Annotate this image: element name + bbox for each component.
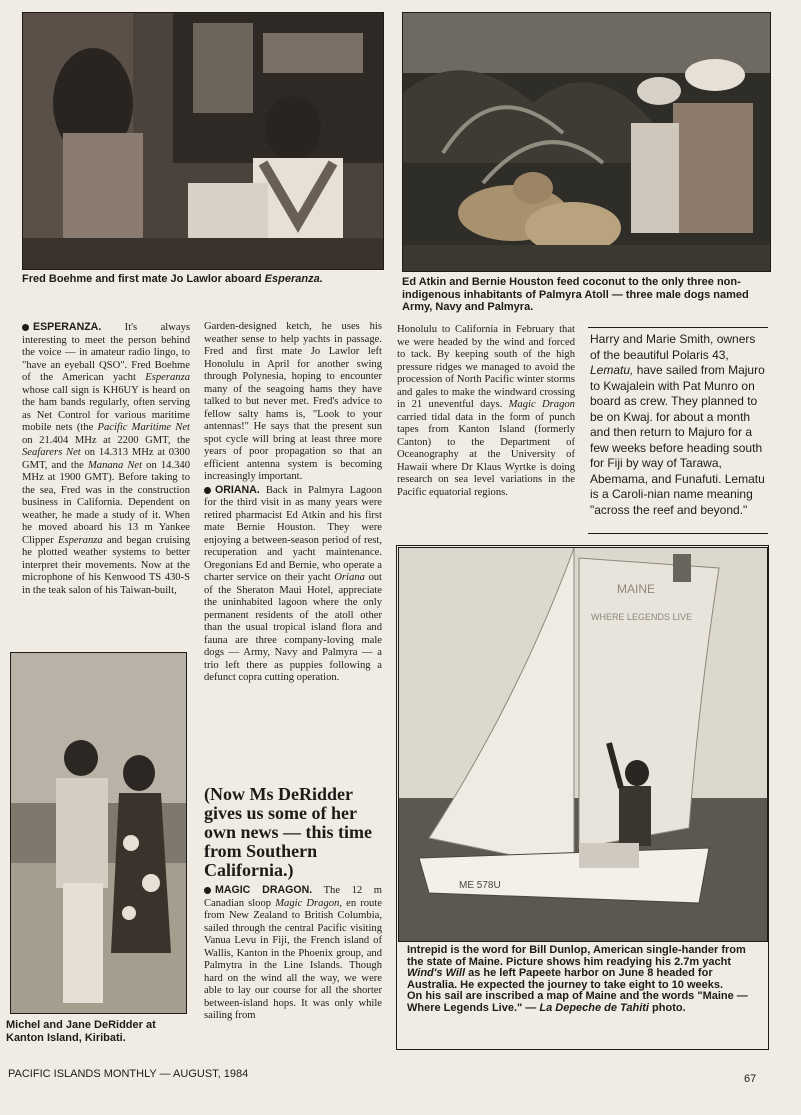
- photo-deridder-kanton: [10, 652, 187, 1014]
- hull-number: ME 578U: [459, 880, 501, 891]
- article-column-3: Honolulu to California in February that we were headed by the wind and forced to tack. By keeping south of the high pressure ridges we managed to avoid the procession of North Pacific winter storms and gales to make the windward crossing in 21 uneventful days. Magic Dragon carried tidal data in the form of punch tapes from Kanton Island (formerly Canton) to the Department of Oceanography at the University of Hawaii where Dr Klaus Wyrtke is doing research on sea level variations in the Pacific equatorial regions.: [397, 324, 575, 498]
- bullet-icon: [204, 887, 211, 894]
- sail-lettering: MAINE: [617, 582, 656, 596]
- article-column-2: Garden-designed ketch, he uses his weather sense to help yachts in passage. Fred and first mate Jo Lawlor left Honolulu in April for another swing through Polynesia, hoping to encounter many of the seagoing hams they have talked to but never met. Fred's advice to fellow salty hams is, "Look to your antennas!" He says that the present sun spot cycle will bring at least three more years of poor propagation so that an efficient antenna system is becoming increasingly important. ORIANA. Back in Palmyra Lagoon for the third visit in as many years were retired pharmacist Ed Atkin and his first mate Bernie Houston. They were enjoying a between-season period of rest, recuperation and yacht maintenance. Oregonians Ed and Bernie, who operate a charter service on their yacht Oriana out of the Sheraton Maui Hotel, appreciate the uninhabited lagoon where the only permanent residents of the atoll other than the usual tropical island flora and fauna are three company-loving male dogs — Army, Navy and Palmyra — a trio left there as puppies following a defunct copra cutting operation.: [204, 321, 382, 683]
- article-esperanza: ESPERANZA. It's always interesting to meet the person behind the voice — in amateur radio lingo, to "have an eyeball QSO". Fred Boehme of the American yacht Esperanza whose call sign is KH6UY is heard on the ham bands regularly, often serving as Net Control for various maritime mobile nets (the Pacific Maritime Net on 21.404 MHz at 2200 GMT, the Seafarers Net on 14.313 MHz at 0300 GMT, and the Manana Net on 14.340 MHz at 1900 GMT). Before taking to the sea, Fred was in the construction business in California. Dependent on weather, he made a study of it. When he moved aboard his 13 m Yankee Clipper Esperanza and began cruising he plotted weather systems to better interpret their movements. Now at the microphone of his Kenwood TS 430-S in the teak salon of his Taiwan-built,: [22, 321, 191, 596]
- rule-bottom: [588, 533, 768, 534]
- caption-deridder: Michel and Jane DeRidder at Kanton Island, Kiribati.: [6, 1019, 156, 1044]
- photo-atkin-houston-dogs: [402, 12, 771, 272]
- photo-dunlop-winds-will: [398, 547, 768, 942]
- article-smith-lematu: Harry and Marie Smith, owners of the beautiful Polaris 43, Lematu, have sailed from Majuro to Kwajalein with Pat Munro on board as crew. They planned to be on Kwaj. for about a month and then return to Majuro for a few weeks before heading south for Fiji by way of Tarawa, Abemama, and Funafuti. Lematu is a Caroli-nian name meaning "across the reef and beyond.": [590, 332, 765, 517]
- bullet-icon: [204, 487, 211, 494]
- rule-top: [588, 327, 768, 328]
- caption-boehme-lawlor: Fred Boehme and first mate Jo Lawlor aboard Esperanza.: [22, 273, 323, 285]
- footer-publication: PACIFIC ISLANDS MONTHLY — AUGUST, 1984: [8, 1068, 249, 1080]
- pull-quote-deridder: (Now Ms DeRidder gives us some of her own news — this time from Southern California.): [204, 784, 373, 880]
- caption-atkin-houston-dogs: Ed Atkin and Bernie Houston feed coconut to the only three non-indigenous inhabitants of Palmyra Atoll — three male dogs named Army, Navy and Palmyra.: [402, 276, 749, 313]
- article-magic-dragon: MAGIC DRAGON. The 12 m Canadian sloop Magic Dragon, en route from New Zealand to British Columbia, sailed through the central Pacific visiting Vanua Levu in Fiji, the French island of Wallis, Kanton in the Phoenix group, and Palmytra in the Line Islands. Though hard on the wind all the way, we were able to lay our course for all the shorter between-island hops. It was only while sailing from: [204, 884, 383, 1021]
- photo-boehme-lawlor: [22, 12, 384, 270]
- caption-dunlop: Intrepid is the word for Bill Dunlop, American single-hander from the state of Maine. Picture shows him readying his 2.7m yacht Wind's Will as he left Papeete harbor on June 8 headed for Australia. He expected the journey to take eight to 10 weeks. On his sail are inscribed a map of Maine and the words "Maine — Where Legends Live." — La Depeche de Tahiti photo.: [407, 944, 748, 1014]
- page-number: 67: [744, 1073, 757, 1085]
- bullet-icon: [22, 324, 29, 331]
- sail-sublettering: WHERE LEGENDS LIVE: [591, 612, 693, 622]
